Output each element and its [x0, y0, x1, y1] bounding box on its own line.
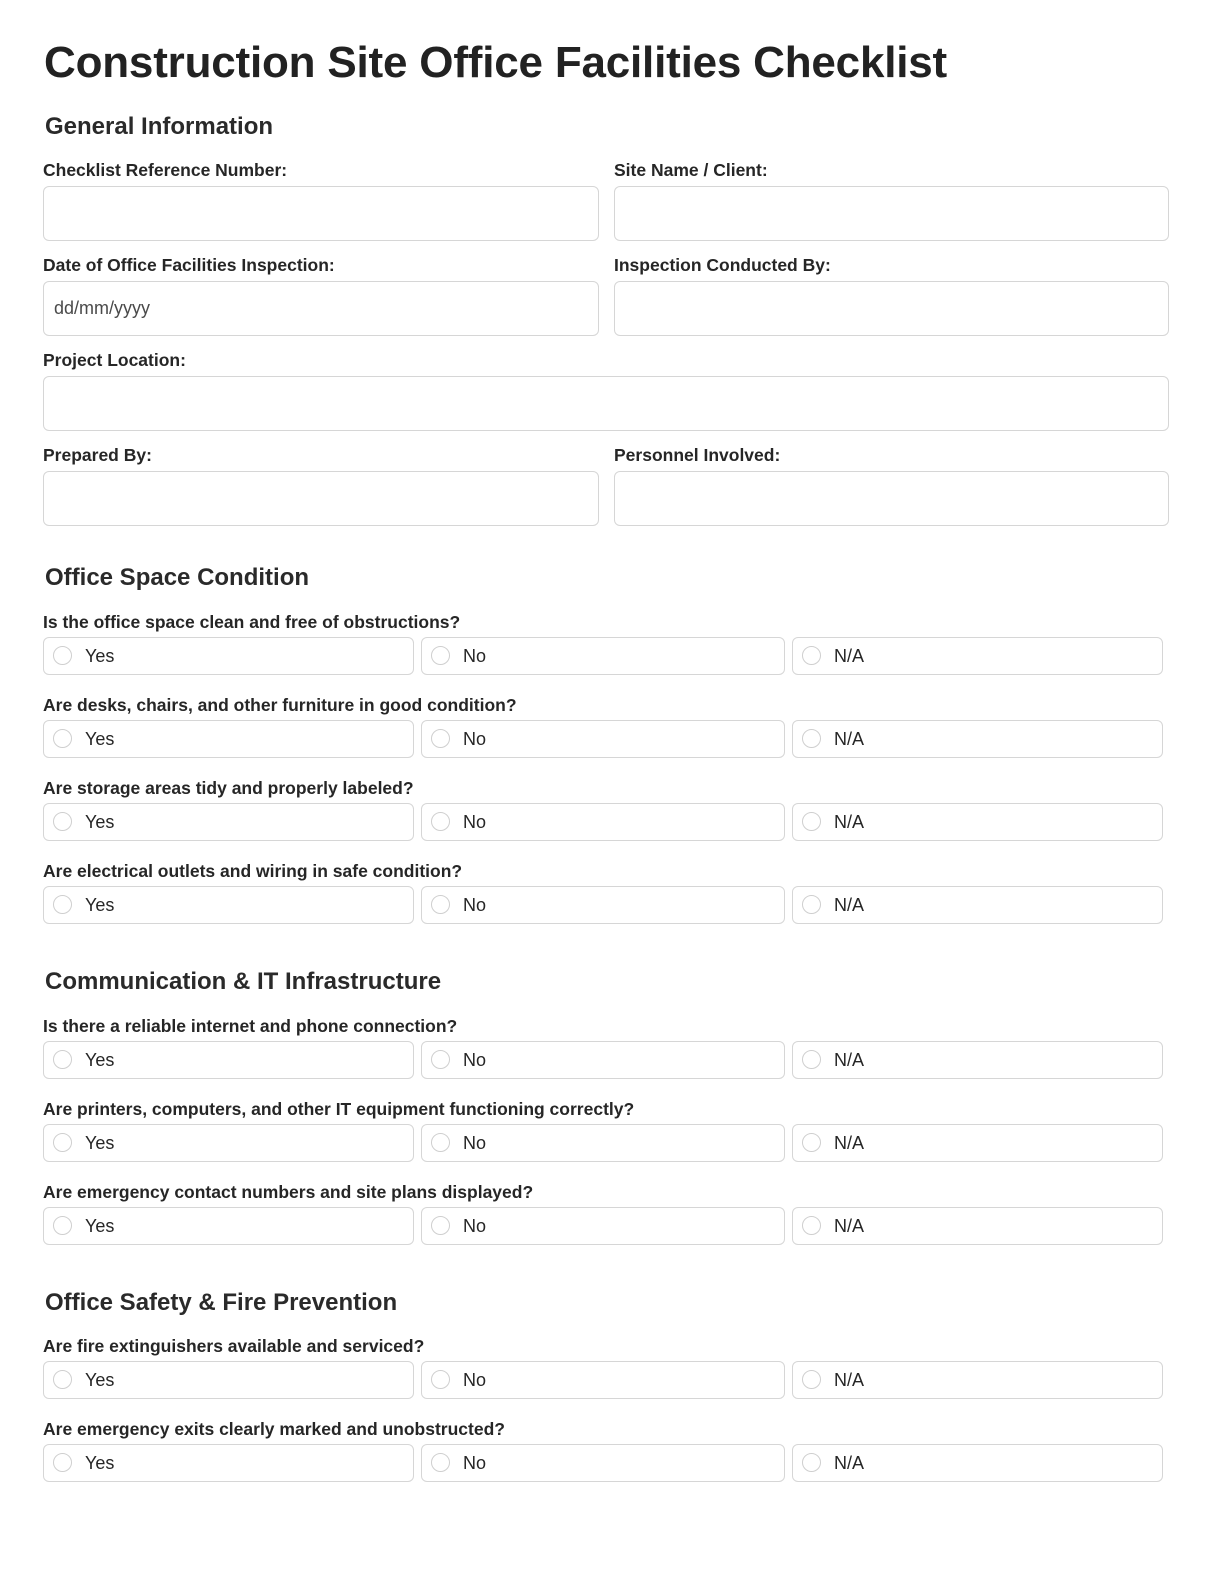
- personnel-label: Personnel Involved:: [614, 445, 781, 465]
- inspection-date-label: Date of Office Facilities Inspection:: [43, 255, 335, 275]
- radio-option-label: No: [463, 729, 487, 749]
- radio-option-yes[interactable]: [43, 1444, 414, 1482]
- radio-option-label: Yes: [85, 1370, 115, 1390]
- radio-option-label: N/A: [834, 812, 865, 832]
- radio-option-na[interactable]: [792, 1207, 1163, 1245]
- radio-option-label: No: [463, 895, 487, 915]
- radio-circle-icon[interactable]: [802, 1453, 821, 1472]
- radio-circle-icon[interactable]: [431, 1370, 450, 1389]
- radio-option-yes[interactable]: [43, 803, 414, 841]
- conducted-by-input[interactable]: [614, 281, 1169, 336]
- radio-option-label: Yes: [85, 1216, 115, 1236]
- radio-option-yes[interactable]: [43, 720, 414, 758]
- page-title: Construction Site Office Facilities Checklist: [44, 38, 947, 87]
- radio-option-yes[interactable]: [43, 1041, 414, 1079]
- radio-option-no[interactable]: [421, 1444, 785, 1482]
- radio-circle-icon[interactable]: [802, 1133, 821, 1152]
- radio-option-label: N/A: [834, 895, 865, 915]
- radio-option-label: No: [463, 812, 487, 832]
- radio-option-label: Yes: [85, 812, 115, 832]
- radio-circle-icon[interactable]: [53, 812, 72, 831]
- radio-option-na[interactable]: [792, 886, 1163, 924]
- radio-option-label: No: [463, 1050, 487, 1070]
- section-heading: Office Safety & Fire Prevention: [45, 1289, 398, 1316]
- radio-option-label: Yes: [85, 895, 115, 915]
- radio-circle-icon[interactable]: [431, 646, 450, 665]
- conducted-by-label: Inspection Conducted By:: [614, 255, 831, 275]
- radio-option-label: N/A: [834, 729, 865, 749]
- radio-circle-icon[interactable]: [802, 1050, 821, 1069]
- section-heading-general-information: General Information: [45, 113, 274, 140]
- radio-option-na[interactable]: [792, 1041, 1163, 1079]
- radio-option-yes[interactable]: [43, 886, 414, 924]
- radio-option-label: No: [463, 1370, 487, 1390]
- radio-option-na[interactable]: [792, 720, 1163, 758]
- question-label: Are emergency contact numbers and site plans displayed?: [43, 1182, 534, 1202]
- ref-number-input[interactable]: [43, 186, 599, 241]
- project-location-label: Project Location:: [43, 350, 186, 370]
- ref-number-label: Checklist Reference Number:: [43, 160, 288, 180]
- radio-option-label: Yes: [85, 1050, 115, 1070]
- radio-circle-icon[interactable]: [802, 646, 821, 665]
- radio-option-label: N/A: [834, 646, 865, 666]
- question-label: Is the office space clean and free of obstructions?: [43, 612, 461, 632]
- question-label: Are storage areas tidy and properly labeled?: [43, 778, 414, 798]
- radio-circle-icon[interactable]: [53, 895, 72, 914]
- radio-option-label: Yes: [85, 1453, 115, 1473]
- radio-option-label: No: [463, 646, 487, 666]
- radio-option-label: Yes: [85, 1133, 115, 1153]
- question-label: Is there a reliable internet and phone connection?: [43, 1016, 458, 1036]
- radio-option-no[interactable]: [421, 803, 785, 841]
- section-heading: Office Space Condition: [45, 564, 310, 591]
- radio-circle-icon[interactable]: [802, 729, 821, 748]
- radio-option-label: N/A: [834, 1453, 865, 1473]
- section-heading: Communication & IT Infrastructure: [45, 968, 442, 995]
- radio-circle-icon[interactable]: [53, 1133, 72, 1152]
- radio-circle-icon[interactable]: [53, 1370, 72, 1389]
- radio-circle-icon[interactable]: [53, 1216, 72, 1235]
- question-label: Are electrical outlets and wiring in safe condition?: [43, 861, 463, 881]
- radio-circle-icon[interactable]: [431, 812, 450, 831]
- radio-option-no[interactable]: [421, 720, 785, 758]
- radio-option-no[interactable]: [421, 1041, 785, 1079]
- radio-circle-icon[interactable]: [802, 1216, 821, 1235]
- radio-option-no[interactable]: [421, 637, 785, 675]
- question-label: Are desks, chairs, and other furniture in good condition?: [43, 695, 517, 715]
- radio-circle-icon[interactable]: [431, 895, 450, 914]
- question-label: Are fire extinguishers available and serviced?: [43, 1336, 425, 1356]
- radio-option-label: Yes: [85, 646, 115, 666]
- radio-option-na[interactable]: [792, 1124, 1163, 1162]
- radio-circle-icon[interactable]: [431, 1453, 450, 1472]
- radio-option-label: N/A: [834, 1050, 865, 1070]
- radio-option-no[interactable]: [421, 1124, 785, 1162]
- radio-circle-icon[interactable]: [53, 646, 72, 665]
- radio-circle-icon[interactable]: [431, 1133, 450, 1152]
- radio-option-yes[interactable]: [43, 1361, 414, 1399]
- question-label: Are printers, computers, and other IT equipment functioning correctly?: [43, 1099, 635, 1119]
- radio-option-no[interactable]: [421, 1207, 785, 1245]
- radio-option-yes[interactable]: [43, 1207, 414, 1245]
- radio-circle-icon[interactable]: [53, 729, 72, 748]
- radio-option-na[interactable]: [792, 803, 1163, 841]
- radio-option-na[interactable]: [792, 637, 1163, 675]
- radio-option-label: N/A: [834, 1370, 865, 1390]
- radio-option-na[interactable]: [792, 1361, 1163, 1399]
- site-name-input[interactable]: [614, 186, 1169, 241]
- radio-option-na[interactable]: [792, 1444, 1163, 1482]
- radio-option-label: N/A: [834, 1216, 865, 1236]
- inspection-date-input[interactable]: [43, 281, 599, 336]
- radio-option-yes[interactable]: [43, 1124, 414, 1162]
- radio-option-no[interactable]: [421, 886, 785, 924]
- radio-option-yes[interactable]: [43, 637, 414, 675]
- radio-circle-icon[interactable]: [802, 895, 821, 914]
- radio-circle-icon[interactable]: [802, 812, 821, 831]
- radio-circle-icon[interactable]: [431, 729, 450, 748]
- radio-option-no[interactable]: [421, 1361, 785, 1399]
- radio-option-label: N/A: [834, 1133, 865, 1153]
- radio-option-label: No: [463, 1216, 487, 1236]
- radio-option-label: No: [463, 1133, 487, 1153]
- question-label: Are emergency exits clearly marked and unobstructed?: [43, 1419, 505, 1439]
- radio-option-label: No: [463, 1453, 487, 1473]
- radio-circle-icon[interactable]: [53, 1453, 72, 1472]
- prepared-by-input[interactable]: [43, 471, 599, 526]
- site-name-label: Site Name / Client:: [614, 160, 768, 180]
- radio-circle-icon[interactable]: [53, 1050, 72, 1069]
- radio-circle-icon[interactable]: [431, 1216, 450, 1235]
- radio-circle-icon[interactable]: [802, 1370, 821, 1389]
- prepared-by-label: Prepared By:: [43, 445, 152, 465]
- radio-circle-icon[interactable]: [431, 1050, 450, 1069]
- radio-option-label: Yes: [85, 729, 115, 749]
- project-location-input[interactable]: [43, 376, 1169, 431]
- personnel-input[interactable]: [614, 471, 1169, 526]
